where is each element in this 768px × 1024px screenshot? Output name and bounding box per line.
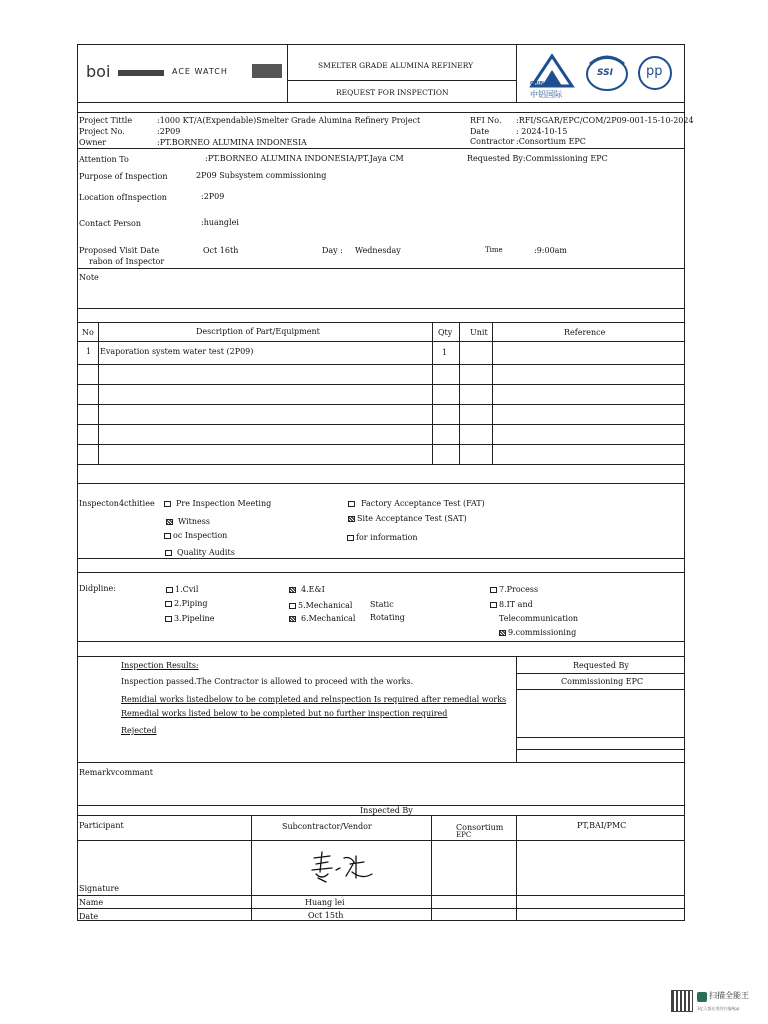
discipline-mechanical-static[interactable] <box>289 601 352 611</box>
discipline-pipeline[interactable] <box>165 614 214 624</box>
contact-label: Contact Person <box>79 219 141 228</box>
logo-boi: boi <box>86 62 111 81</box>
results-side-line <box>516 689 685 690</box>
logo-ace-watch: ACE WATCH <box>172 67 228 76</box>
checkbox-mechanical-rotating[interactable] <box>289 616 296 622</box>
items-header-reference: Reference <box>564 328 606 337</box>
option-label: Site Acceptance Test (SAT) <box>357 514 467 523</box>
chalco-logo <box>528 52 576 100</box>
discipline-bottom <box>77 641 685 642</box>
rotating-label: Rotating <box>370 613 405 622</box>
camscanner-watermark <box>669 988 759 1018</box>
time-label: Time <box>485 246 503 254</box>
contractor-value: :Consortium EPC <box>516 137 586 146</box>
option-for-information[interactable] <box>347 533 418 543</box>
checkbox-piping[interactable] <box>165 601 172 607</box>
discipline-civil[interactable] <box>166 585 198 595</box>
contact-value: :huanglei <box>201 218 239 227</box>
inspect-date-value: Oct 15th <box>308 911 344 920</box>
ssi-logo <box>584 54 630 92</box>
signature-label: Signature <box>79 884 120 893</box>
sig-col-divider-2 <box>431 815 432 921</box>
inspection-activities-label: Inspecton4cthitiee <box>79 499 155 508</box>
results-side-line <box>516 749 685 750</box>
checkbox-qc-inspection[interactable] <box>164 533 171 539</box>
result-passed[interactable]: Inspection passed.The Contractor is allowed to proceed with the works. <box>121 677 414 686</box>
static-label: Static <box>370 600 394 609</box>
watermark-brand: 扫描全能王 <box>709 991 749 1000</box>
checkbox-witness[interactable] <box>166 519 173 525</box>
activities-bottom <box>77 558 685 559</box>
option-sat[interactable] <box>348 514 467 524</box>
time-value: :9:00am <box>534 246 568 255</box>
option-fat[interactable] <box>348 499 485 509</box>
participant-label: Participant <box>79 821 124 830</box>
owner-label: Owner <box>79 138 107 147</box>
option-witness[interactable] <box>166 517 210 527</box>
purpose-value: 2P09 Subsystem commissioning <box>196 171 327 180</box>
discipline-ei[interactable] <box>289 585 325 595</box>
project-title-value: :1000 KT/A(Expendable)Smelter Grade Alumina Refinery Project <box>157 116 421 125</box>
logo-left <box>84 58 284 84</box>
project-info-bottom <box>77 148 685 149</box>
purpose-label: Purpose of Inspection <box>79 172 168 181</box>
items-header-description: Description of Part/Equipment <box>196 327 320 336</box>
visit-label-2: rabon of Inspector <box>89 257 165 266</box>
option-label: 6.Mechanical <box>301 614 356 623</box>
signature-row-bottom <box>77 895 685 896</box>
discipline-commissioning[interactable] <box>499 628 576 638</box>
contractor-label: Contractor <box>470 137 515 146</box>
results-bottom <box>77 762 685 763</box>
company-name: SMELTER GRADE ALUMINA REFINERY <box>318 61 474 70</box>
checkbox-mechanical-static[interactable] <box>289 603 296 609</box>
requested-by-header: Requested By:Commissioning EPC <box>467 154 608 163</box>
camscanner-logo-icon <box>697 992 707 1002</box>
col-divider-no <box>98 322 99 464</box>
items-header-bottom <box>77 341 685 342</box>
signature-image <box>306 850 376 886</box>
results-title: Inspection Results: <box>121 661 199 670</box>
option-label: 2.Piping <box>174 599 208 608</box>
checkbox-fat[interactable] <box>348 501 355 507</box>
checkbox-pre-inspection-meeting[interactable] <box>164 501 171 507</box>
col-divider-unit <box>492 322 493 464</box>
items-header-unit: Unit <box>470 328 488 337</box>
checkbox-process[interactable] <box>490 587 497 593</box>
option-label: 9.commissioning <box>508 628 577 637</box>
col-divider-desc <box>432 322 433 464</box>
chalco-logo-text: 中铝国际 <box>530 90 562 99</box>
option-label: 5.Mechanical <box>298 601 353 610</box>
col-divider-qty <box>459 322 460 464</box>
result-remedial-no-reinspect[interactable]: Remedial works listed below to be completed but no further inspection required <box>121 709 448 718</box>
header-title-divider <box>287 80 516 81</box>
visit-value: Oct 16th <box>203 246 239 255</box>
option-qc-inspection[interactable] <box>164 531 227 541</box>
name-row-bottom <box>77 908 685 909</box>
result-remedial-reinspect-text: Remidial works listedbelow to be completed and relnspection Is required after remedial works <box>121 695 507 704</box>
consortium-label-2: EPC <box>456 831 472 839</box>
items-header-no: No <box>82 328 94 337</box>
owner-value: :PT.BORNEO ALUMINA INDONESIA <box>157 138 307 147</box>
pp-logo <box>638 56 672 90</box>
results-requested-by-label: Requested By <box>573 661 629 670</box>
inspect-date-label: Date <box>79 912 99 921</box>
attention-label: Attention To <box>79 155 129 164</box>
items-table-bottom <box>77 464 685 465</box>
note-bottom <box>77 308 685 309</box>
ssi-logo-text: SSI <box>597 68 613 78</box>
option-label: for information <box>356 533 418 542</box>
inspected-by-title: Inspected By <box>360 806 413 815</box>
option-label: oc Inspection <box>173 531 228 540</box>
checkbox-pipeline[interactable] <box>165 616 172 622</box>
results-right-divider <box>516 656 517 762</box>
results-side-line <box>516 673 685 674</box>
checkbox-sat[interactable] <box>348 516 355 522</box>
day-label: Day : <box>322 246 343 255</box>
location-label: Location ofInspection <box>79 193 167 202</box>
items-row-line <box>77 384 685 385</box>
option-label: Quality Audits <box>177 548 235 557</box>
inspected-by-title-bottom <box>77 815 685 816</box>
items-row-line <box>77 444 685 445</box>
rfi-label: RFI No. <box>470 116 502 125</box>
attention-value: :PT.BORNEO ALUMINA INDONESIA/PT.Jaya CM <box>205 154 404 163</box>
checkbox-for-information[interactable] <box>347 535 354 541</box>
items-row-line <box>77 364 685 365</box>
items-row-line <box>77 424 685 425</box>
checkbox-ei[interactable] <box>289 587 296 593</box>
visit-label: Proposed Visit Date <box>79 246 160 255</box>
checkbox-quality-audits[interactable] <box>165 550 172 556</box>
name-label: Name <box>79 898 104 907</box>
result-remedial-reinspect[interactable] <box>121 695 515 705</box>
project-no-value: :2P09 <box>157 127 181 136</box>
option-quality-audits[interactable] <box>165 548 235 558</box>
results-side-line <box>516 737 685 738</box>
discipline-process[interactable] <box>490 585 538 595</box>
option-label: Factory Acceptance Test (FAT) <box>361 499 485 508</box>
checkbox-civil[interactable] <box>166 587 173 593</box>
day-value: Wednesday <box>355 246 401 255</box>
rfi-value: :RFI/SGAR/EPC/COM/2P09-001-15-10-2024 <box>516 116 694 125</box>
items-row-line <box>77 404 685 405</box>
option-label: Witness <box>178 517 210 526</box>
option-label: Pre Inspection Meeting <box>176 499 272 508</box>
items-header-qty: Qty <box>438 328 453 337</box>
sig-col-divider-3 <box>516 815 517 921</box>
option-pre-inspection-meeting[interactable] <box>164 499 271 509</box>
item-qty: 1 <box>442 348 448 357</box>
logo-bar-2 <box>252 64 282 78</box>
pp-logo-text: pp <box>646 64 663 79</box>
item-no: 1 <box>86 347 92 356</box>
discipline-gap-line <box>77 656 685 657</box>
project-no-label: Project No. <box>79 127 125 136</box>
watermark-tagline: 3亿人都在用的扫描App <box>697 1006 740 1011</box>
option-label: 3.Pipeline <box>174 614 215 623</box>
date-value: : 2024-10-15 <box>516 127 568 136</box>
option-label: 1.Cvil <box>175 585 199 594</box>
option-label: 7.Process <box>499 585 539 594</box>
details-bottom <box>77 268 685 269</box>
qr-code-icon <box>671 990 693 1012</box>
header-divider-right <box>516 44 517 102</box>
checkbox-it[interactable] <box>490 602 497 608</box>
name-value: Huang lei <box>305 898 345 907</box>
discipline-it[interactable] <box>490 600 533 610</box>
discipline-label: Didpline: <box>79 584 116 593</box>
items-gap-line <box>77 483 685 484</box>
form-title: REQUEST FOR INSPECTION <box>336 88 449 97</box>
logo-bar-1 <box>118 70 164 76</box>
sig-col-divider-1 <box>251 815 252 921</box>
activities-gap-line <box>77 572 685 573</box>
discipline-mechanical-rotating[interactable] <box>289 614 355 624</box>
chalco-logo-sub: CHINALCO <box>530 81 559 87</box>
note-label: Note <box>79 273 99 282</box>
location-value: :2P09 <box>201 192 225 201</box>
option-label: 4.E&I <box>301 585 325 594</box>
remarks-label: Remarkvcommant <box>79 768 153 777</box>
header-gap-line <box>77 112 685 113</box>
option-label: 8.IT and <box>499 600 533 609</box>
participant-row-bottom <box>77 840 685 841</box>
header-divider-left <box>287 44 288 102</box>
results-requested-by-value: Commissioning EPC <box>561 677 644 686</box>
result-rejected[interactable]: Rejected <box>121 726 157 735</box>
header-bottom <box>77 102 685 103</box>
telecom-label: Telecommunication <box>499 614 579 623</box>
date-label: Date <box>470 127 490 136</box>
subcontractor-label: Subcontractor/Vendor <box>282 822 372 831</box>
handwritten-signature-icon <box>306 850 376 886</box>
project-title-label: Project Tittle <box>79 116 133 125</box>
discipline-piping[interactable] <box>165 599 208 609</box>
pt-label: PT,BAI/PMC <box>577 821 627 830</box>
items-table-top <box>77 322 685 323</box>
consortium-label: Consortium <box>456 823 504 832</box>
item-description: Evaporation system water test (2P09) <box>100 347 254 356</box>
checkbox-commissioning[interactable] <box>499 630 506 636</box>
